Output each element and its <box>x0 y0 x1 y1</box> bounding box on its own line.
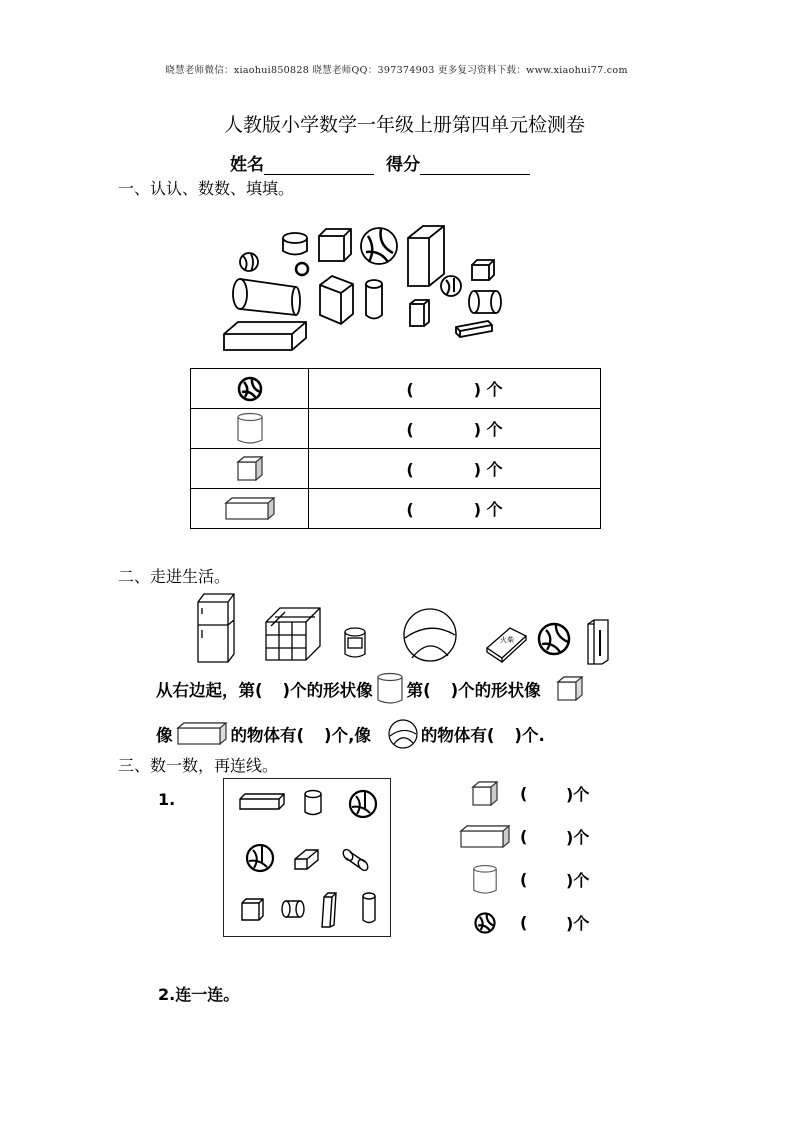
cylinder-icon <box>305 791 321 815</box>
question-shape-count: 像 的物体有( )个,像 的物体有( )个. <box>156 718 545 750</box>
table-row <box>191 369 601 409</box>
cylinder-icon <box>469 291 501 313</box>
cylinder-icon <box>366 280 382 319</box>
ball-icon <box>441 276 461 296</box>
count-answer[interactable]: ( ) 个 <box>309 489 601 529</box>
answer-blank[interactable]: )个 <box>566 871 590 890</box>
cube-icon <box>472 260 494 280</box>
item-1-label: 1. <box>158 790 176 809</box>
cuboid-icon <box>410 300 429 326</box>
watermark: 晓慧老师微信：xiaohui850828 晓慧老师QQ：397374903 更多复习资料下载：www.xiaohui77.com <box>165 65 628 76</box>
cuboid-icon[interactable] <box>459 825 511 849</box>
fridge-icon <box>198 594 234 662</box>
cuboid-icon <box>456 321 492 337</box>
cuboid-icon <box>295 850 318 869</box>
count-answer[interactable]: ( ) 个 <box>309 369 601 409</box>
cylinder-icon <box>233 279 300 315</box>
ball-icon <box>385 718 421 750</box>
shapes-illustration <box>218 218 518 358</box>
count-answer[interactable]: ( ) 个 <box>309 409 601 449</box>
box-icon <box>588 620 608 664</box>
name-label: 姓名 <box>230 155 264 175</box>
score-field[interactable] <box>420 156 530 175</box>
list-item: ( )个 <box>450 858 620 901</box>
section3-heading: 三、数一数，再连线。 <box>118 756 279 775</box>
cylinder-icon <box>341 848 369 872</box>
volleyball-icon <box>539 624 569 654</box>
ball-icon <box>361 228 397 264</box>
answer-blank[interactable]: )个 <box>566 914 590 933</box>
section1-heading: 一、认认、数数、填填。 <box>118 179 295 198</box>
cylinder-icon <box>283 233 307 255</box>
count-match-list <box>450 772 620 944</box>
ball-icon <box>350 791 376 817</box>
section2-heading: 二、走进生活。 <box>118 567 231 586</box>
ball-icon[interactable] <box>472 910 498 936</box>
ball-icon <box>235 374 265 404</box>
page-title: 人教版小学数学一年级上册第四单元检测卷 <box>223 114 585 136</box>
table-row <box>191 489 601 529</box>
cuboid-icon <box>224 497 276 521</box>
answer-blank[interactable]: )个 <box>566 828 590 847</box>
cuboid-icon <box>224 322 306 350</box>
cuboid-icon <box>408 226 444 286</box>
cuboid-icon <box>175 722 229 746</box>
cube-icon[interactable] <box>471 781 499 807</box>
score-label: 得分 <box>386 155 420 175</box>
svg-text:火柴: 火柴 <box>500 636 514 644</box>
cube-icon <box>242 899 263 920</box>
cube-icon <box>555 676 585 702</box>
list-item: ( )个 <box>450 772 620 815</box>
cuboid-icon <box>240 794 284 809</box>
question-shape-position: 从右边起，第( )个的形状像 第( )个的形状像 <box>156 672 585 706</box>
ball-icon <box>247 845 273 871</box>
cube-icon <box>236 456 264 482</box>
ball-icon <box>296 263 308 275</box>
shapes-box <box>223 778 391 937</box>
cylinder-icon <box>375 672 405 706</box>
table-row <box>191 449 601 489</box>
can-icon <box>345 628 365 657</box>
count-table <box>190 368 601 529</box>
name-field[interactable] <box>264 156 374 175</box>
cylinder-icon <box>282 901 304 917</box>
list-item: ( )个 <box>450 901 620 944</box>
cuboid-icon <box>322 893 336 927</box>
cylinder-icon <box>363 893 375 923</box>
cylinder-icon <box>235 412 265 446</box>
cube-icon <box>319 229 351 261</box>
item-2-label: 2.连一连。 <box>158 985 240 1004</box>
ball-icon <box>240 253 258 271</box>
ball-icon <box>404 609 456 661</box>
rubik-cube-icon <box>266 608 320 660</box>
count-answer[interactable]: ( ) 个 <box>309 449 601 489</box>
matchbox-icon <box>487 628 526 662</box>
name-score-row <box>230 150 542 175</box>
everyday-objects-illustration <box>190 590 620 665</box>
table-row <box>191 409 601 449</box>
cylinder-icon[interactable] <box>471 863 499 897</box>
cuboid-icon <box>320 276 353 324</box>
list-item: ( )个 <box>450 815 620 858</box>
answer-blank[interactable]: )个 <box>566 785 590 804</box>
